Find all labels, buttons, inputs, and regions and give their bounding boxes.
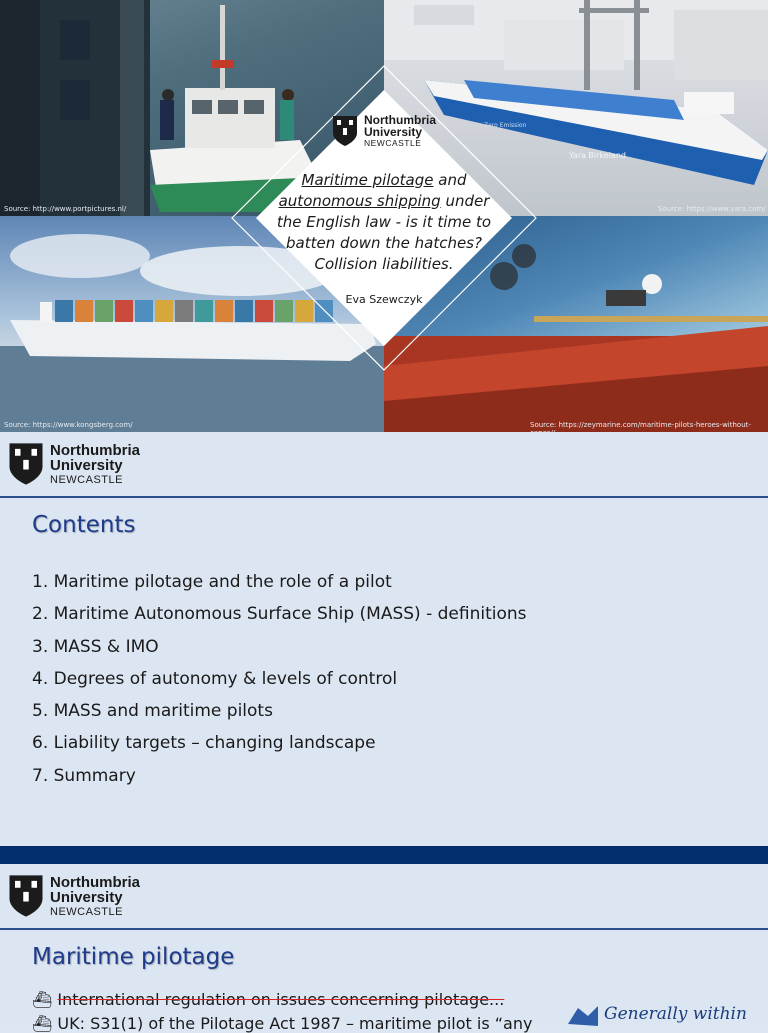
- logo-name-line1: Northumbria: [50, 441, 140, 459]
- author-name: Eva Szewczyk: [345, 292, 423, 306]
- logo-campus: NEWCASTLE: [50, 473, 123, 486]
- university-logo: [264, 114, 504, 148]
- pilotage-slide: [0, 864, 768, 1033]
- arrow-icon: [566, 1004, 600, 1028]
- source-credit-bottom-left: Source: https://www.kongsberg.com/: [4, 421, 133, 429]
- title-part-pilotage: Maritime pilotage: [301, 170, 434, 189]
- contents-item: 6. Liability targets – changing landscape: [32, 733, 376, 754]
- contents-item: 7. Summary: [32, 765, 136, 786]
- contents-logo: [8, 442, 140, 486]
- contents-item: 3. MASS & IMO: [32, 636, 159, 657]
- logo-name-line2: University: [364, 125, 423, 139]
- bullet-international-text: International regulation on issues concerning pilotage...: [57, 990, 505, 1009]
- ship-bullet-icon: ⛴: [32, 1014, 53, 1033]
- title-part-autonomous: autonomous shipping: [278, 191, 441, 210]
- bullet-uk: [32, 1014, 532, 1033]
- zero-emission-label: Zero Emission: [484, 122, 527, 129]
- source-credit-bottom-right: Source: https://zeymarine.com/maritime-pilots-heroes-without-: [530, 421, 751, 429]
- title-card: [264, 100, 504, 340]
- crest-icon: [8, 874, 44, 918]
- contents-list: [32, 566, 527, 792]
- title-part-rest: under the English law - is it time to batten down the hatches? Collision liabilities.: [276, 191, 492, 273]
- contents-slide: [0, 432, 768, 842]
- source-credit-top-left: Source: http://www.portpictures.nl/: [4, 205, 127, 213]
- logo-name-line1: Northumbria: [50, 873, 140, 891]
- title-part-and: and: [433, 170, 467, 189]
- crest-icon: [332, 115, 358, 147]
- header-rule: [0, 496, 768, 498]
- contents-item: 5. MASS and maritime pilots: [32, 701, 273, 722]
- source-credit-top-right: Source: https://www.yara.com/: [658, 205, 766, 213]
- navy-band: [0, 846, 768, 864]
- crest-icon: [8, 442, 44, 486]
- contents-item: 2. Maritime Autonomous Surface Ship (MASS) - definitions: [32, 604, 527, 625]
- logo-name-line2: University: [50, 456, 123, 474]
- logo-campus: NEWCASTLE: [50, 905, 123, 918]
- cover-slide: [0, 0, 768, 432]
- logo-campus: NEWCASTLE: [364, 138, 422, 148]
- bullet-international: [32, 990, 504, 1009]
- yara-hull-label: Yara Birkeland: [569, 151, 626, 160]
- contents-item: 4. Degrees of autonomy & levels of control: [32, 668, 398, 689]
- ship-bullet-icon: ⛴: [32, 990, 53, 1009]
- contents-item: 1. Maritime pilotage and the role of a pilot: [32, 572, 392, 592]
- pilotage-heading: Maritime pilotage: [32, 944, 235, 970]
- pilotage-logo: [8, 874, 140, 918]
- header-rule: [0, 928, 768, 930]
- callout-text: Generally within: [604, 1004, 747, 1024]
- bullet-uk-text: UK: S31(1) of the Pilotage Act 1987 – maritime pilot is “any: [57, 1014, 533, 1033]
- contents-heading: Contents: [32, 512, 136, 538]
- logo-name-line2: University: [50, 888, 123, 906]
- presentation-title: [264, 170, 504, 275]
- logo-name-line1: Northumbria: [364, 113, 436, 127]
